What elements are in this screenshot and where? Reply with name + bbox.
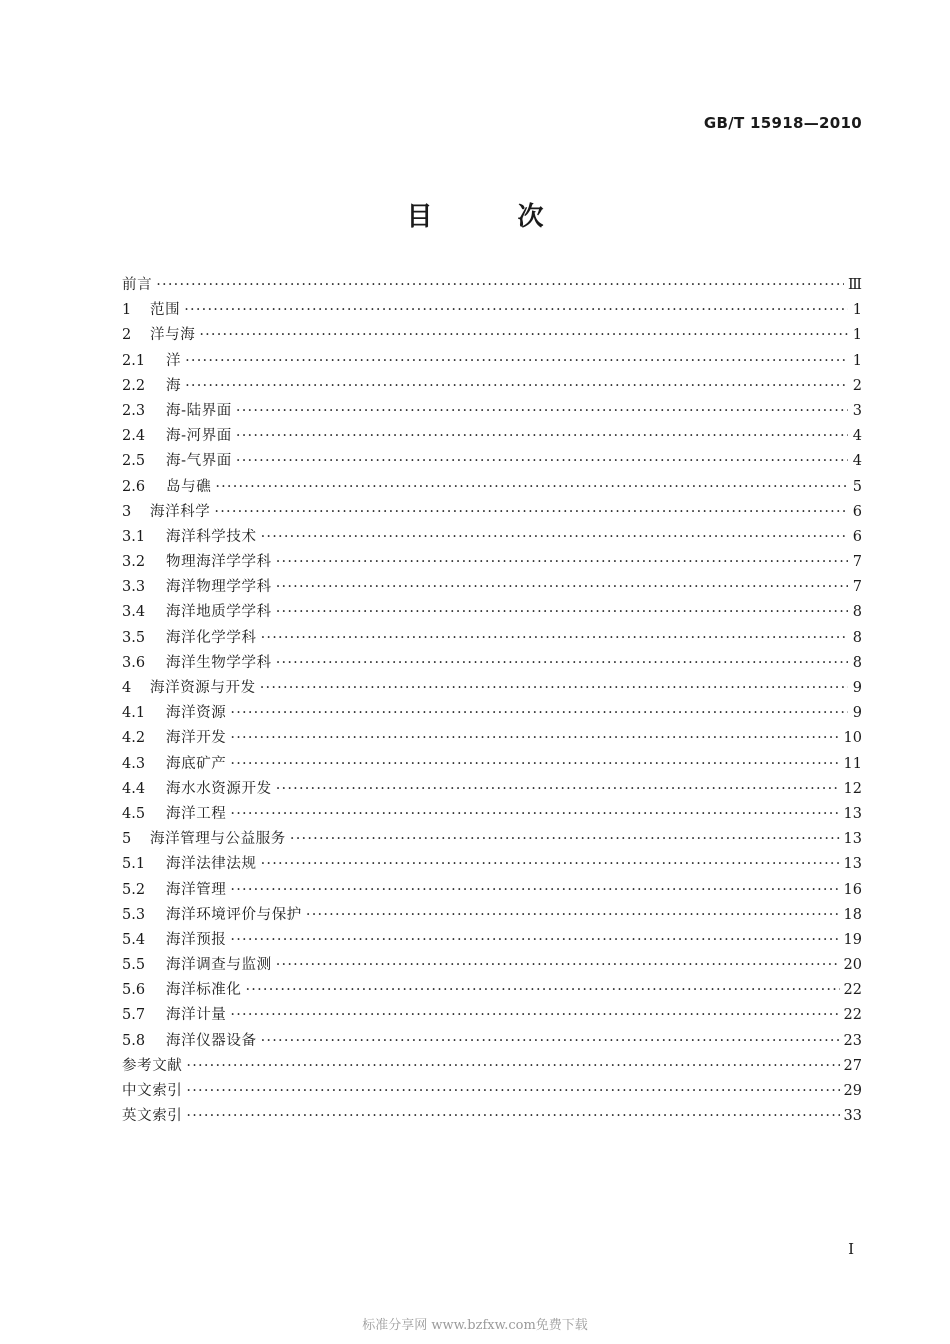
toc-entry-number: 5.7 [122,1007,146,1024]
toc-entry-label: 海洋管理与公益服务 [150,831,286,848]
toc-entry[interactable] [122,525,862,550]
toc-entry-label: 海洋法律法规 [166,856,257,873]
toc-entry-page: 3 [852,402,862,419]
toc-entry-label: 海洋工程 [166,805,227,822]
toc-entry-page: 2 [852,377,862,394]
toc-entry-page: 16 [843,881,862,898]
toc-entry-page: 4 [852,428,862,445]
toc-dot-leader [215,475,848,500]
toc-entry-number: 3.5 [122,629,146,646]
toc-entry-page: 8 [852,654,862,671]
toc-dot-leader [260,676,848,701]
toc-entry-number: 2.5 [122,453,146,470]
page-title: 目 次 [406,202,582,232]
toc-entry-page: 5 [852,478,862,495]
toc-entry-label: 海-河界面 [166,428,232,445]
toc-dot-leader [276,550,848,575]
toc-entry-label: 海洋资源与开发 [150,680,256,696]
toc-entry[interactable] [122,475,862,500]
toc-entry-page: 18 [843,906,862,923]
toc-entry-number: 4.5 [122,805,146,822]
table-of-contents [122,273,862,1129]
toc-entry-label: 海底矿产 [166,755,227,772]
toc-entry-page: 1 [852,302,862,319]
page-number: I [848,1240,854,1258]
toc-entry[interactable] [122,1054,862,1079]
toc-entry-label: 海洋开发 [166,730,227,747]
toc-dot-leader [236,424,848,449]
toc-entry-page: 19 [843,931,862,948]
toc-entry-number: 2.3 [122,402,146,419]
toc-entry-number: 2.1 [122,352,146,369]
toc-entry-number: 3 [122,503,132,520]
toc-entry-page: 33 [843,1108,862,1125]
toc-entry-label: 中文索引 [122,1083,183,1099]
toc-dot-leader [230,1003,839,1028]
toc-entry[interactable] [122,701,862,726]
toc-entry-number: 5.4 [122,931,146,948]
toc-entry-label: 海洋环境评价与保护 [166,906,302,923]
toc-entry[interactable] [122,449,862,474]
toc-entry-number: 4 [122,680,132,696]
toc-entry-number: 2.2 [122,377,146,394]
toc-entry-label: 海洋预报 [166,931,227,948]
toc-entry-number: 5.8 [122,1032,146,1049]
toc-dot-leader [185,349,848,374]
toc-entry-page: 1 [852,327,862,344]
toc-entry[interactable] [122,626,862,651]
toc-entry-number: 5.3 [122,906,146,923]
toc-dot-leader [230,701,848,726]
toc-entry-label: 范围 [150,302,181,319]
toc-dot-leader [276,575,848,600]
toc-dot-leader [290,827,840,852]
toc-entry[interactable] [122,1029,862,1054]
toc-entry[interactable] [122,374,862,399]
toc-entry-label: 海洋仪器设备 [166,1032,257,1049]
toc-entry[interactable] [122,953,862,978]
toc-entry-label: 海洋生物学学科 [166,654,272,671]
toc-entry-number: 3.4 [122,604,146,621]
toc-entry-label: 海洋科学 [150,503,211,520]
toc-entry-label: 洋 [166,352,182,369]
toc-entry-number: 3.6 [122,654,146,671]
toc-entry[interactable] [122,777,862,802]
toc-entry-label: 海洋调查与监测 [166,957,272,974]
toc-dot-leader [276,651,848,676]
toc-entry-number: 2 [122,327,132,344]
toc-dot-leader [199,323,848,348]
toc-entry-number: 4.1 [122,705,146,722]
toc-dot-leader [261,852,840,877]
toc-dot-leader [214,500,848,525]
toc-dot-leader [186,1104,839,1129]
toc-entry-number: 5 [122,831,132,848]
toc-entry-page: 1 [852,352,862,369]
toc-entry-number: 5.2 [122,881,146,898]
toc-entry-page: 12 [843,780,862,797]
toc-entry-page: 9 [852,705,862,722]
toc-entry[interactable] [122,550,862,575]
toc-entry-label: 海洋标准化 [166,982,242,999]
toc-entry[interactable] [122,827,862,852]
toc-dot-leader [186,1054,839,1079]
toc-dot-leader [230,752,839,777]
toc-entry-page: 13 [843,831,862,848]
toc-entry[interactable] [122,323,862,348]
toc-entry-page: 13 [843,856,862,873]
toc-entry-number: 3.3 [122,579,146,596]
toc-entry-number: 4.4 [122,780,146,797]
toc-entry-label: 前言 [122,277,153,293]
toc-entry[interactable] [122,349,862,374]
toc-entry-label: 海洋地质学学科 [166,604,272,621]
toc-entry-page: 6 [852,528,862,545]
toc-entry[interactable] [122,802,862,827]
toc-dot-leader [230,802,839,827]
toc-entry-label: 海洋管理 [166,881,227,898]
toc-dot-leader [276,600,848,625]
toc-entry-label: 参考文献 [122,1057,183,1074]
toc-entry-page: 9 [852,680,862,696]
standard-code: GB/T 15918—2010 [703,114,862,132]
toc-entry-label: 海 [166,377,182,394]
toc-entry-label: 物理海洋学学科 [166,554,272,571]
toc-entry-label: 英文索引 [122,1108,183,1125]
toc-entry-number: 3.1 [122,528,146,545]
toc-entry-label: 海水水资源开发 [166,780,272,797]
toc-entry-page: 29 [843,1083,862,1099]
toc-entry-page: 8 [852,629,862,646]
toc-entry-page: 11 [843,755,862,772]
toc-dot-leader [236,399,848,424]
toc-entry-page: 23 [843,1032,862,1049]
toc-entry-label: 海洋计量 [166,1007,227,1024]
toc-entry[interactable] [122,676,862,701]
toc-entry-number: 5.1 [122,856,146,873]
toc-entry-label: 海洋化学学科 [166,629,257,646]
toc-entry[interactable] [122,978,862,1003]
toc-dot-leader [261,525,848,550]
toc-entry-page: 22 [843,1007,862,1024]
toc-entry-page: 10 [843,730,862,747]
toc-entry-label: 海-气界面 [166,453,232,470]
toc-entry-page: 22 [843,982,862,999]
toc-entry[interactable] [122,1003,862,1028]
toc-entry-label: 海洋科学技术 [166,528,257,545]
toc-dot-leader [156,273,844,298]
toc-entry[interactable] [122,424,862,449]
toc-dot-leader [276,777,840,802]
toc-entry[interactable] [122,298,862,323]
toc-entry-number: 2.4 [122,428,146,445]
toc-entry-page: 4 [852,453,862,470]
toc-entry[interactable] [122,273,862,298]
toc-entry[interactable] [122,928,862,953]
toc-entry[interactable] [122,500,862,525]
toc-dot-leader [236,449,848,474]
toc-entry[interactable] [122,399,862,424]
toc-entry[interactable] [122,852,862,877]
toc-entry-page: 6 [852,503,862,520]
toc-entry-number: 4.2 [122,730,146,747]
toc-entry-page: 27 [843,1057,862,1074]
toc-entry[interactable] [122,1104,862,1129]
toc-dot-leader [276,953,840,978]
toc-entry-label: 海洋资源 [166,705,227,722]
toc-dot-leader [306,903,840,928]
toc-entry-number: 1 [122,302,132,319]
toc-dot-leader [261,1029,840,1054]
toc-dot-leader [185,374,848,399]
toc-entry-number: 5.5 [122,957,146,974]
toc-entry[interactable] [122,903,862,928]
toc-entry[interactable] [122,651,862,676]
toc-entry-page: 20 [843,957,862,974]
toc-entry[interactable] [122,878,862,903]
toc-entry[interactable] [122,575,862,600]
toc-dot-leader [261,626,848,651]
toc-entry-number: 2.6 [122,478,146,495]
toc-dot-leader [184,298,848,323]
toc-entry[interactable] [122,1079,862,1104]
toc-entry-label: 海-陆界面 [166,402,232,419]
toc-entry-page: Ⅲ [848,277,862,293]
toc-dot-leader [230,878,839,903]
toc-dot-leader [246,978,840,1003]
toc-entry[interactable] [122,726,862,751]
toc-entry-number: 5.6 [122,982,146,999]
toc-dot-leader [186,1079,839,1104]
footer-watermark: 标准分享网 www.bzfxw.com免费下载 [362,1318,588,1333]
toc-entry-page: 7 [852,554,862,571]
toc-entry-label: 洋与海 [150,327,196,344]
toc-dot-leader [230,726,839,751]
toc-entry-page: 8 [852,604,862,621]
toc-entry[interactable] [122,752,862,777]
toc-entry-label: 海洋物理学学科 [166,579,272,596]
toc-entry-number: 4.3 [122,755,146,772]
toc-entry-number: 3.2 [122,554,146,571]
toc-entry-page: 13 [843,805,862,822]
toc-dot-leader [230,928,839,953]
toc-entry-page: 7 [852,579,862,596]
toc-entry[interactable] [122,600,862,625]
toc-entry-label: 岛与礁 [166,478,212,495]
